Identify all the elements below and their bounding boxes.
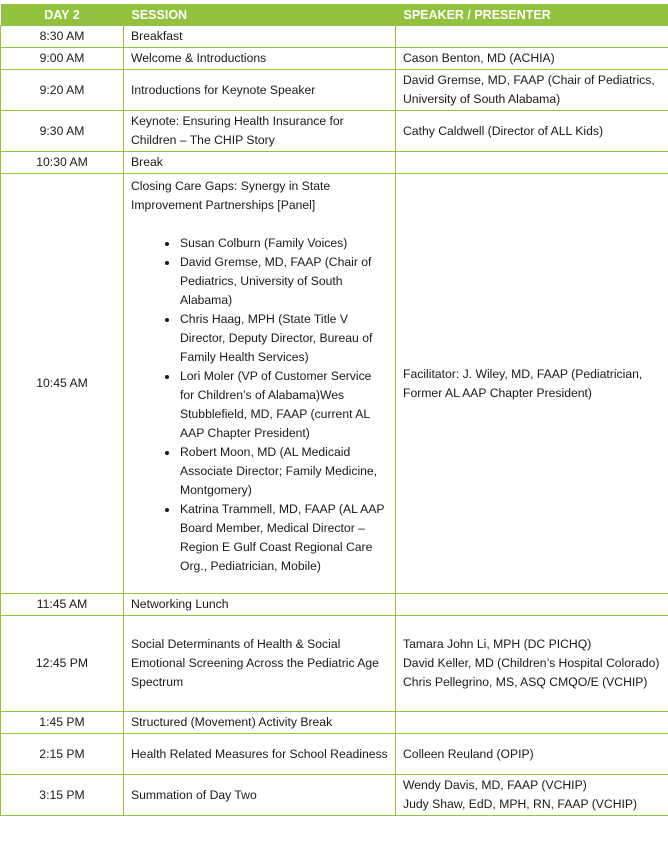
header-speaker: SPEAKER / PRESENTER	[396, 4, 668, 26]
table-row	[1, 734, 668, 775]
row-session: Introductions for Keynote Speaker	[124, 70, 396, 111]
table-row	[1, 48, 668, 70]
table-row	[1, 111, 668, 152]
row-session: Welcome & Introductions	[124, 48, 396, 70]
panelist-list	[131, 234, 389, 576]
row-speaker	[396, 26, 668, 48]
list-item: • Lori Moler (VP of Customer Service for Children’s of Alabama)Wes Stubblefield, MD, FAAP (current AL AAP Chapter President)	[179, 367, 389, 443]
speaker-line: David Keller, MD (Children’s Hospital Colorado)	[403, 656, 660, 670]
row-session: Structured (Movement) Activity Break	[124, 712, 396, 734]
row-time: 9:00 AM	[1, 48, 124, 70]
table-row	[1, 594, 668, 616]
table-row	[1, 775, 668, 816]
row-speaker: Colleen Reuland (OPIP)	[396, 734, 668, 775]
row-time: 2:15 PM	[1, 734, 124, 775]
row-time: 1:45 PM	[1, 712, 124, 734]
table-row	[1, 616, 668, 712]
list-item: • Susan Colburn (Family Voices)	[179, 234, 389, 253]
row-speaker	[396, 594, 668, 616]
table-row	[1, 174, 668, 594]
row-speaker-cell	[396, 775, 668, 816]
row-speaker: David Gremse, MD, FAAP (Chair of Pediatrics, University of South Alabama)	[396, 70, 668, 111]
header-session: SESSION	[124, 4, 396, 26]
row-speaker-cell	[396, 616, 668, 712]
row-time: 11:45 AM	[1, 594, 124, 616]
row-time: 8:30 AM	[1, 26, 124, 48]
panel-session-cell	[124, 174, 396, 594]
row-speaker: Facilitator: J. Wiley, MD, FAAP (Pediatrician, Former AL AAP Chapter President)	[396, 174, 668, 594]
list-item: • Chris Haag, MPH (State Title V Director, Deputy Director, Bureau of Family Health Services)	[179, 310, 389, 367]
row-speaker	[396, 712, 668, 734]
agenda-table	[0, 4, 668, 816]
row-session: Summation of Day Two	[124, 775, 396, 816]
row-speaker: Cason Benton, MD (ACHIA)	[396, 48, 668, 70]
list-item: • Katrina Trammell, MD, FAAP (AL AAP Board Member, Medical Director – Region E Gulf Coast Regional Care Org., Pediatrician, Mobile)	[179, 500, 389, 576]
spacer	[131, 215, 389, 234]
row-time: 10:45 AM	[1, 174, 124, 594]
row-session: Closing Care Gaps: Synergy in State Improvement Partnerships [Panel]	[131, 179, 331, 212]
row-speaker	[396, 152, 668, 174]
table-row	[1, 26, 668, 48]
row-session: Keynote: Ensuring Health Insurance for Children – The CHIP Story	[124, 111, 396, 152]
speaker-line: Wendy Davis, MD, FAAP (VCHIP)	[403, 778, 587, 792]
row-time: 9:30 AM	[1, 111, 124, 152]
row-time: 9:20 AM	[1, 70, 124, 111]
row-session: Break	[124, 152, 396, 174]
row-session: Health Related Measures for School Readiness	[124, 734, 396, 775]
row-session: Social Determinants of Health & Social Emotional Screening Across the Pediatric Age Spectrum	[124, 616, 396, 712]
table-row	[1, 152, 668, 174]
row-time: 12:45 PM	[1, 616, 124, 712]
list-item: • Robert Moon, MD (AL Medicaid Associate Director; Family Medicine, Montgomery)	[179, 443, 389, 500]
row-speaker: Cathy Caldwell (Director of ALL Kids)	[396, 111, 668, 152]
row-session: Networking Lunch	[124, 594, 396, 616]
list-item: • David Gremse, MD, FAAP (Chair of Pediatrics, University of South Alabama)	[179, 253, 389, 310]
row-time: 10:30 AM	[1, 152, 124, 174]
table-row	[1, 712, 668, 734]
row-session: Breakfast	[124, 26, 396, 48]
speaker-line: Chris Pellegrino, MS, ASQ CMQO/E (VCHIP)	[403, 675, 648, 689]
speaker-line: Judy Shaw, EdD, MPH, RN, FAAP (VCHIP)	[403, 797, 638, 811]
table-row	[1, 70, 668, 111]
speaker-line: Tamara John Li, MPH (DC PICHQ)	[403, 637, 592, 651]
header-row	[1, 4, 668, 26]
row-time: 3:15 PM	[1, 775, 124, 816]
header-day: DAY 2	[1, 4, 124, 26]
